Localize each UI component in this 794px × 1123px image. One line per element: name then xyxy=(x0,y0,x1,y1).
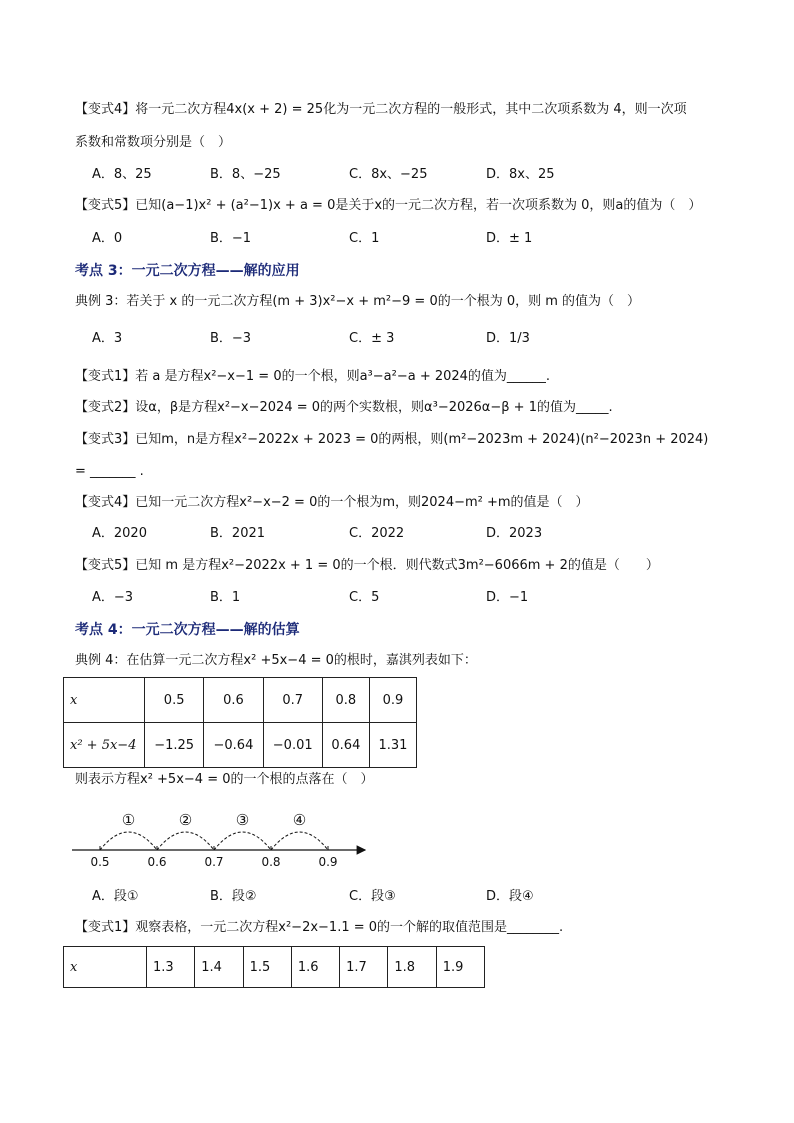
section3-title: 考点 3：一元二次方程——解的应用 xyxy=(75,263,300,279)
s3-variant4-stem: 【变式4】已知一元二次方程x²−x−2 = 0的一个根为m，则2024−m² +m的值是（ ） xyxy=(75,495,589,510)
table-cell: 0.7 xyxy=(263,678,322,723)
s4-variant1-stem: 【变式1】观察表格，一元二次方程x²−2x−1.1 = 0的一个解的取值范围是________. xyxy=(75,920,564,935)
table-cell: 0.9 xyxy=(369,678,416,723)
table-cell: 1.7 xyxy=(340,947,388,988)
option-a: A．8、25 xyxy=(92,167,152,182)
tick-label: 0.8 xyxy=(261,855,281,869)
option-d: D．1/3 xyxy=(486,331,530,346)
option-c: C．2022 xyxy=(349,526,405,541)
variant4-options xyxy=(92,165,692,185)
table-cell: 1.3 xyxy=(147,947,195,988)
segment-label: ③ xyxy=(235,811,250,829)
example3-stem: 典例 3：若关于 x 的一元二次方程(m + 3)x²−x + m²−9 = 0的一个根为 0，则 m 的值为（ ） xyxy=(75,294,641,309)
s3-variant3-line2: = _______ . xyxy=(75,464,144,479)
table-cell: −0.01 xyxy=(263,723,322,768)
segment-arc xyxy=(100,832,157,850)
option-b: B．−1 xyxy=(210,231,252,246)
table-cell: 1.6 xyxy=(291,947,339,988)
option-b: B．2021 xyxy=(210,526,266,541)
option-a: A．0 xyxy=(92,231,123,246)
variant1-table xyxy=(63,946,485,988)
option-d: D．2023 xyxy=(486,526,543,541)
table-cell: x xyxy=(64,947,147,988)
s3-variant5-stem: 【变式5】已知 m 是方程x²−2022x + 1 = 0的一个根．则代数式3m²−6066m + 2的值是（ ） xyxy=(75,558,659,573)
estimation-table xyxy=(63,677,417,768)
variant4-stem-line2: 系数和常数项分别是（ ） xyxy=(75,135,232,150)
option-a: A．2020 xyxy=(92,526,147,541)
option-c: C．± 3 xyxy=(349,331,395,346)
option-b: B．−3 xyxy=(210,331,252,346)
option-c: C．5 xyxy=(349,590,380,605)
s3-variant3-line1: 【变式3】已知m，n是方程x²−2022x + 2023 = 0的两根，则(m²−2023m + 2024)(n²−2023n + 2024) xyxy=(75,432,709,447)
example4-stem: 典例 4：在估算一元二次方程x² +5x−4 = 0的根时，嘉淇列表如下： xyxy=(75,653,477,668)
table-cell: 1.4 xyxy=(195,947,243,988)
tick-label: 0.5 xyxy=(90,855,110,869)
option-b: B．1 xyxy=(210,590,241,605)
tick-label: 0.7 xyxy=(204,855,224,869)
table-cell: 0.64 xyxy=(322,723,369,768)
table-cell: 1.9 xyxy=(436,947,484,988)
example3-options xyxy=(92,329,692,349)
tick-label: 0.6 xyxy=(147,855,167,869)
number-line-diagram xyxy=(70,808,380,870)
s3-variant1: 【变式1】若 a 是方程x²−x−1 = 0的一个根，则a³−a²−a + 2024的值为______. xyxy=(75,369,551,384)
option-b: B．段② xyxy=(210,889,257,904)
segment-arc xyxy=(214,832,271,850)
table-cell: 0.5 xyxy=(145,678,204,723)
table-cell: x² + 5x−4 xyxy=(64,723,145,768)
table-cell: −0.64 xyxy=(204,723,263,768)
option-b: B．8、−25 xyxy=(210,167,281,182)
table-cell: 1.5 xyxy=(243,947,291,988)
table-row xyxy=(64,947,485,988)
section4-title: 考点 4：一元二次方程——解的估算 xyxy=(75,622,300,638)
option-c: C．8x、−25 xyxy=(349,167,428,182)
segment-label: ④ xyxy=(292,811,307,829)
option-d: D．8x、25 xyxy=(486,167,555,182)
s3-variant4-options xyxy=(92,524,692,544)
s3-variant2: 【变式2】设α，β是方程x²−x−2024 = 0的两个实数根，则α³−2026α−β + 1的值为_____. xyxy=(75,400,613,415)
option-a: A．3 xyxy=(92,331,123,346)
tick-label: 0.9 xyxy=(318,855,338,869)
table-row xyxy=(64,678,417,723)
table-cell: 0.6 xyxy=(204,678,263,723)
s3-variant5-options xyxy=(92,588,692,608)
option-d: D．−1 xyxy=(486,590,529,605)
table-cell: 1.8 xyxy=(388,947,436,988)
table-cell: 0.8 xyxy=(322,678,369,723)
variant5-options xyxy=(92,229,692,249)
example4-question: 则表示方程x² +5x−4 = 0的一个根的点落在（ ） xyxy=(75,772,374,787)
option-d: D．段④ xyxy=(486,889,534,904)
segment-label: ② xyxy=(178,811,193,829)
segment-arc xyxy=(157,832,214,850)
example4-options xyxy=(92,887,692,907)
option-d: D．± 1 xyxy=(486,231,533,246)
table-cell: 1.31 xyxy=(369,723,416,768)
table-cell: x xyxy=(64,678,145,723)
option-a: A．段① xyxy=(92,889,139,904)
variant5-stem: 【变式5】已知(a−1)x² + (a²−1)x + a = 0是关于x的一元二次方程，若一次项系数为 0，则a的值为（ ） xyxy=(75,198,702,213)
table-row xyxy=(64,723,417,768)
segment-arc xyxy=(271,832,328,850)
segment-label: ① xyxy=(121,811,136,829)
option-c: C．1 xyxy=(349,231,380,246)
table-cell: −1.25 xyxy=(145,723,204,768)
option-c: C．段③ xyxy=(349,889,396,904)
option-a: A．−3 xyxy=(92,590,134,605)
variant4-stem-line1: 【变式4】将一元二次方程4x(x + 2) = 25化为一元二次方程的一般形式，其中二次项系数为 4，则一次项 xyxy=(75,102,687,117)
